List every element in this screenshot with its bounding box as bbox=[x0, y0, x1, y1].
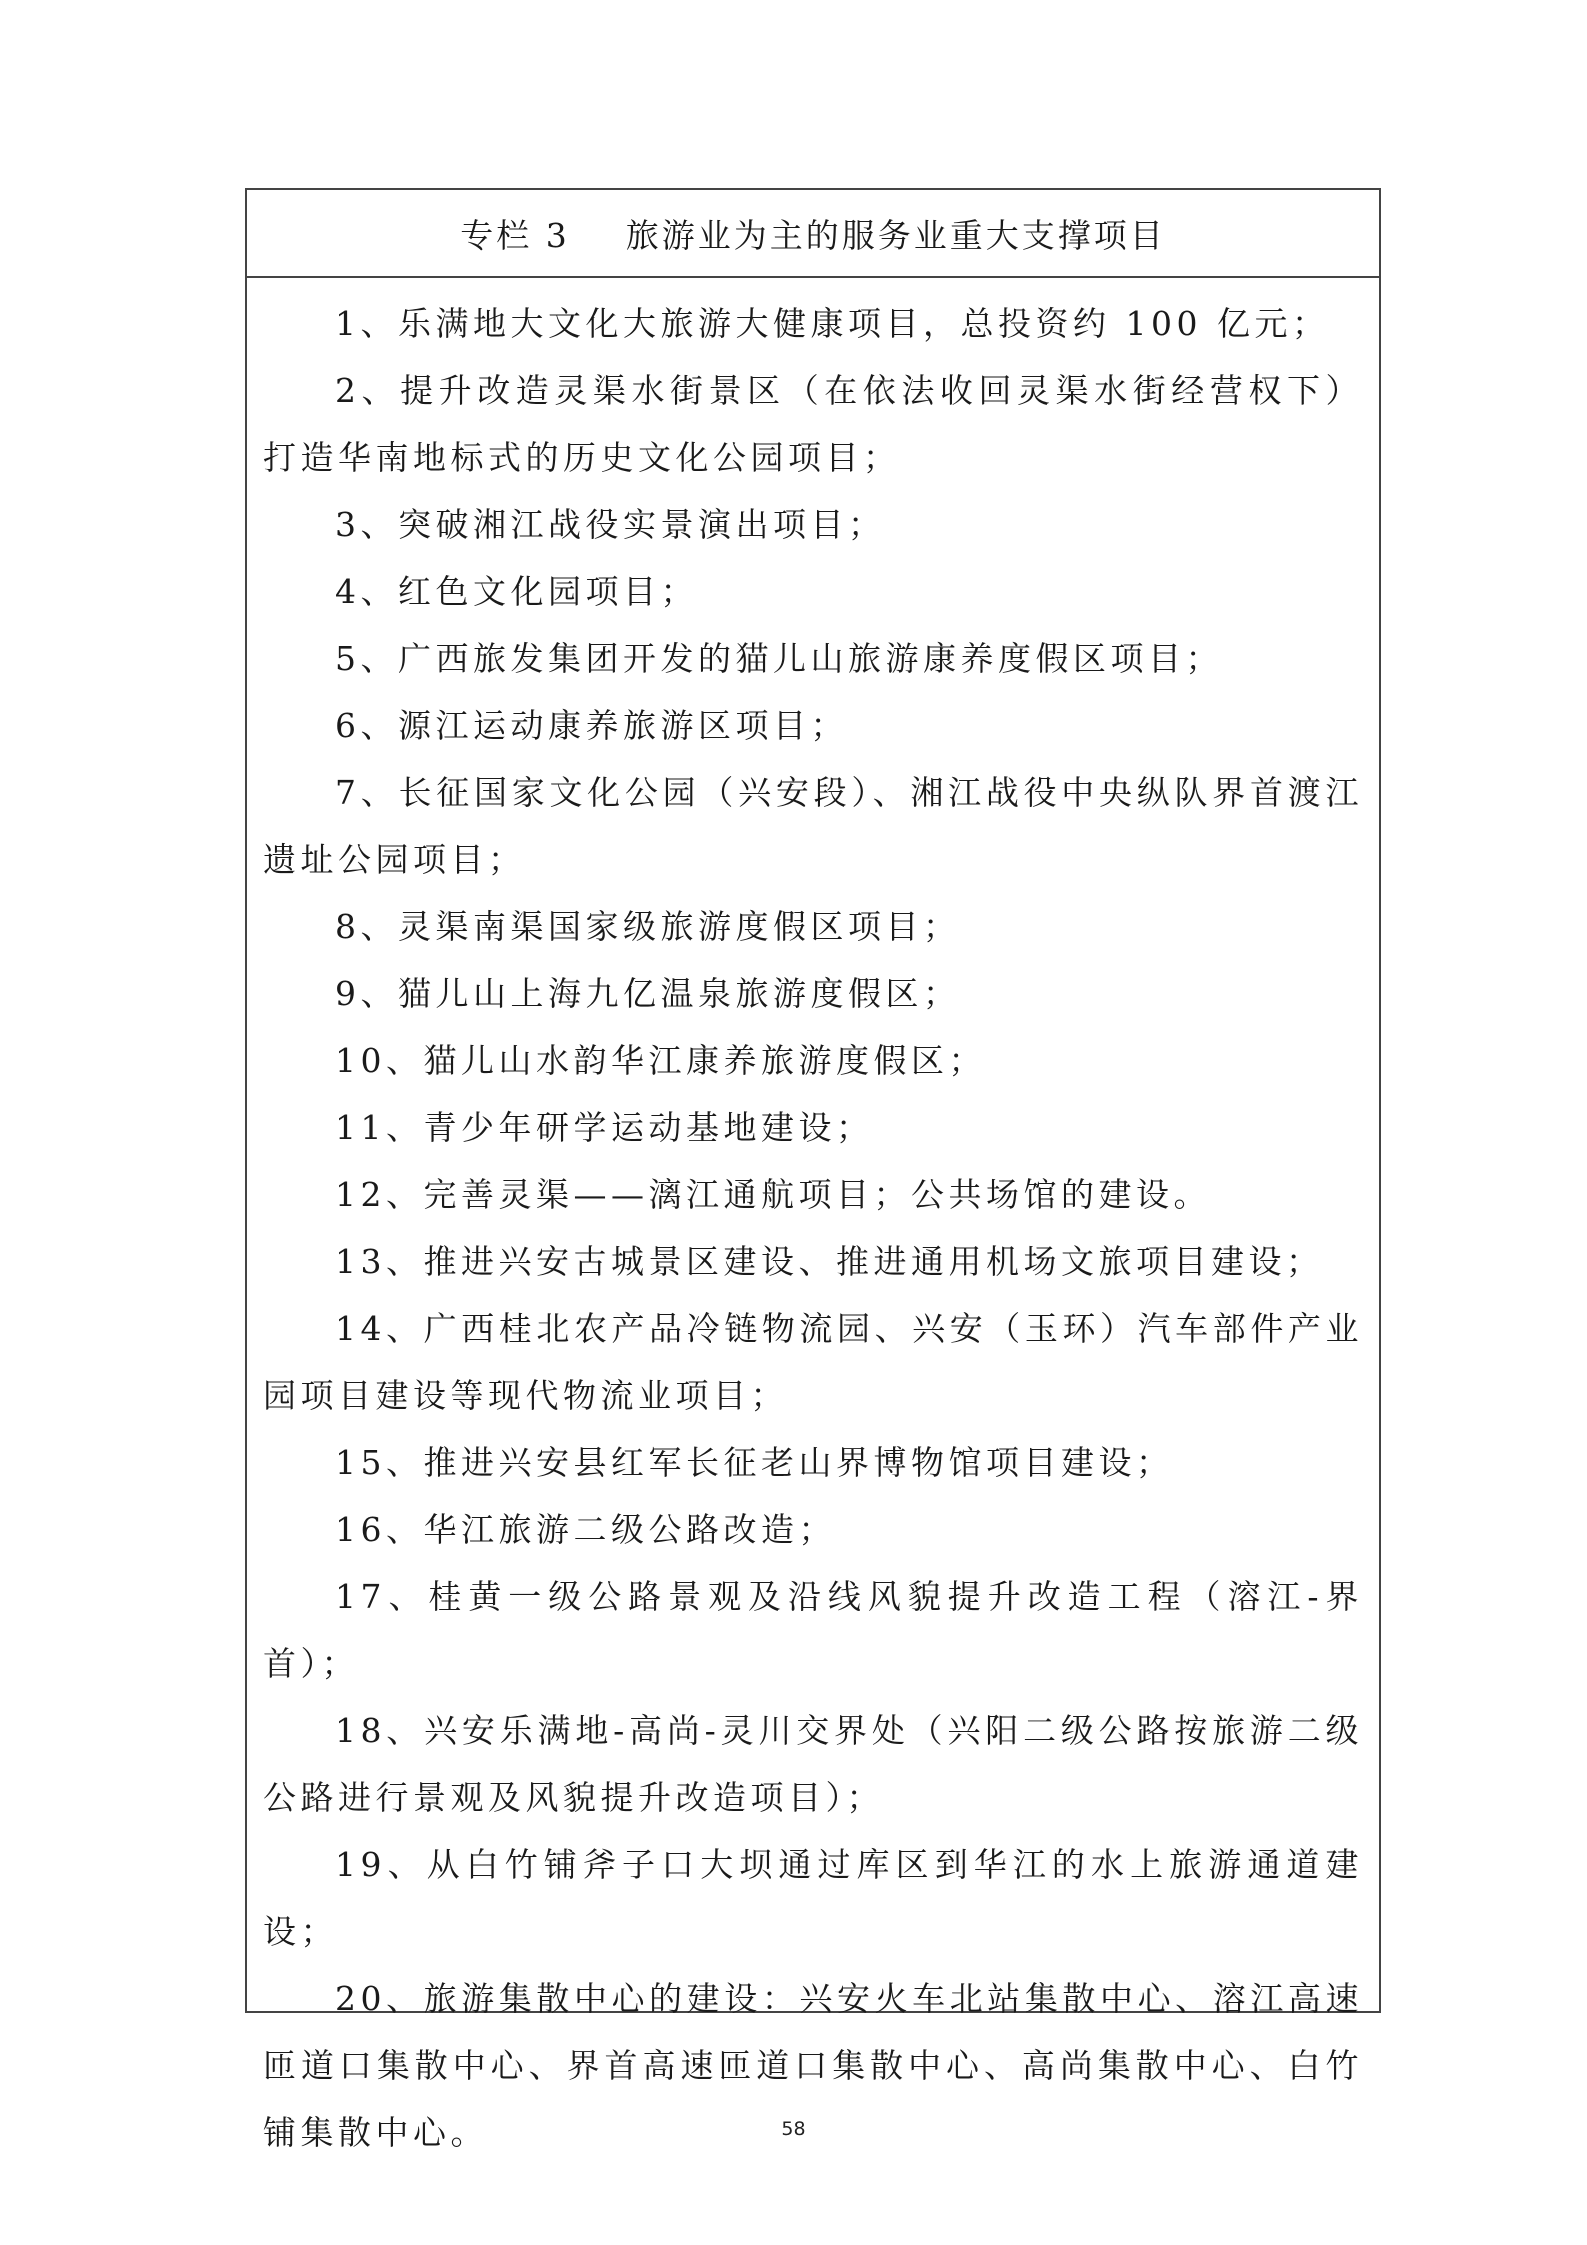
table-body bbox=[247, 278, 1379, 2166]
list-item: 7、长征国家文化公园（兴安段）、湘江战役中央纵队界首渡江遗址公园项目； bbox=[263, 773, 1363, 879]
list-item: 1、乐满地大文化大旅游大健康项目，总投资约 100 亿元； bbox=[335, 304, 1330, 343]
list-item: 12、完善灵渠——漓江通航项目；公共场馆的建设。 bbox=[335, 1175, 1211, 1214]
list-item: 6、源江运动康养旅游区项目； bbox=[335, 706, 848, 745]
list-item: 20、旅游集散中心的建设：兴安火车北站集散中心、溶江高速匝道口集散中心、界首高速匝道口集散中心、高尚集散中心、白竹铺集散中心。 bbox=[263, 1979, 1363, 2152]
table-title: 旅游业为主的服务业重大支撑项目 bbox=[625, 215, 1166, 255]
list-item: 19、从白竹铺斧子口大坝通过库区到华江的水上旅游通道建设； bbox=[263, 1845, 1363, 1951]
list-item: 16、华江旅游二级公路改造； bbox=[335, 1510, 836, 1549]
list-item: 13、推进兴安古城景区建设、推进通用机场文旅项目建设； bbox=[335, 1242, 1324, 1281]
list-item: 8、灵渠南渠国家级旅游度假区项目； bbox=[335, 907, 961, 946]
list-item: 2、提升改造灵渠水街景区（在依法收回灵渠水街经营权下）打造华南地标式的历史文化公园项目； bbox=[263, 371, 1363, 477]
list-item: 4、红色文化园项目； bbox=[335, 572, 698, 611]
column-label: 专栏 3 bbox=[460, 215, 570, 255]
list-item: 9、猫儿山上海九亿温泉旅游度假区； bbox=[335, 974, 961, 1013]
list-item: 18、兴安乐满地-高尚-灵川交界处（兴阳二级公路按旅游二级公路进行景观及风貌提升改造项目）； bbox=[263, 1711, 1363, 1817]
list-item: 15、推进兴安县红军长征老山界博物馆项目建设； bbox=[335, 1443, 1174, 1482]
list-item: 5、广西旅发集团开发的猫儿山旅游康养度假区项目； bbox=[335, 639, 1223, 678]
list-item: 3、突破湘江战役实景演出项目； bbox=[335, 505, 886, 544]
list-item: 17、桂黄一级公路景观及沿线风貌提升改造工程（溶江-界首）； bbox=[263, 1577, 1363, 1683]
page-number: 58 bbox=[781, 2118, 806, 2140]
table-header bbox=[247, 190, 1379, 278]
list-item: 11、青少年研学运动基地建设； bbox=[335, 1108, 874, 1147]
list-item: 10、猫儿山水韵华江康养旅游度假区； bbox=[335, 1041, 986, 1080]
list-item: 14、广西桂北农产品冷链物流园、兴安（玉环）汽车部件产业园项目建设等现代物流业项目； bbox=[263, 1309, 1363, 1415]
